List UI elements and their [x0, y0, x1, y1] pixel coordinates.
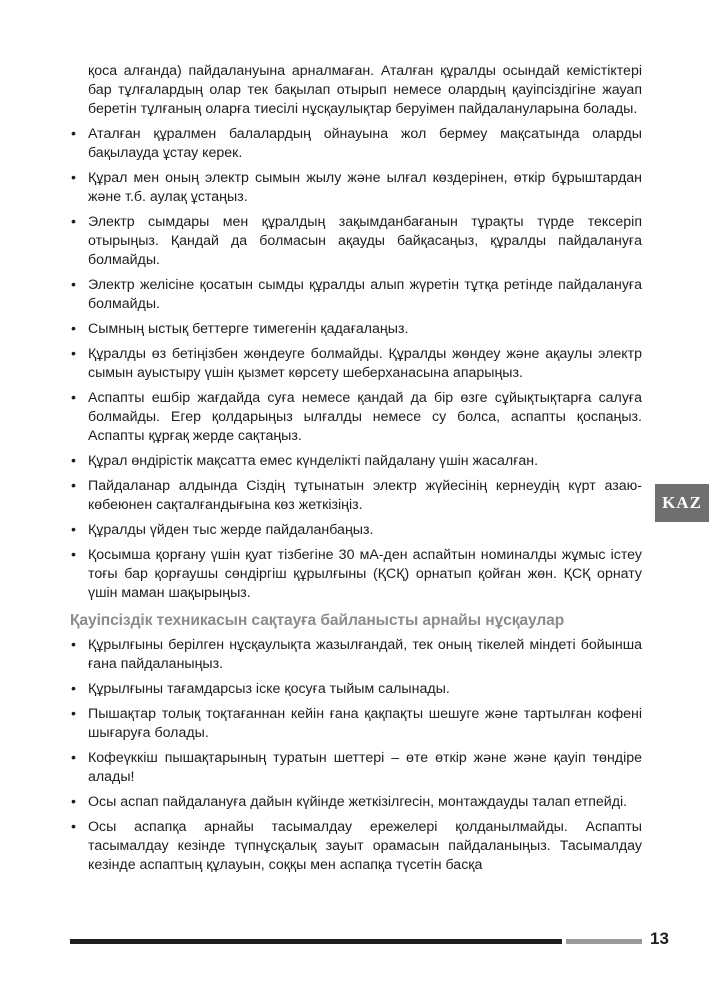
list-item: • Құралды өз бетіңізбен жөндеуге болмайды. Құралды жөндеу және ақаулы электр сымын ауыстыру үшін қызмет көрсету шеберханасына апарыңыз.: [70, 345, 642, 383]
special-instructions-list: [70, 636, 642, 875]
list-item: • Осы аспапқа арнайы тасымалдау ережелері қолданылмайды. Аспапты тасымалдау кезінде түпнұсқалық зауыт орамасын пайдаланыңыз. Тасымалдау кезінде аспаптың құлауын, соққы мен аспапқа түсетін басқа: [70, 818, 642, 875]
footer-bar-gray: [566, 939, 642, 944]
list-item: • Сымның ыстық беттерге тимегенін қадағалаңыз.: [70, 320, 642, 339]
footer-bar-dark: [70, 939, 562, 944]
list-item: • Құрал мен оның электр сымын жылу және ылғал көздерінен, өткір бұрыштардан және т.б. аулақ ұстаңыз.: [70, 169, 642, 207]
list-item: • Аспапты ешбір жағдайда суға немесе қандай да бір өзге сұйықтықтарға салуға болмайды. Егер қолдарыңыз ылғалды немесе су болса, аспапты қоспаңыз. Аспапты құрғақ жерде сақтаңыз.: [70, 389, 642, 446]
language-tab: KAZ: [655, 484, 709, 522]
list-item: • Құрылғыны берілген нұсқаулықта жазылғандай, тек оның тікелей міндеті бойынша ғана пайдаланыңыз.: [70, 636, 642, 674]
list-item: • Электр сымдары мен құралдың зақымданбағанын тұрақты түрде тексеріп отырыңыз. Қандай да болмасын ақауды байқасаңыз, құралды пайдалануға болмайды.: [70, 213, 642, 270]
list-item: • Қосымша қорғану үшін қуат тізбегіне 30 мА-ден аспайтын номиналды жұмыс істеу тоғы бар қорғаушы сөндіргіш құрылғыны (ҚСҚ) орнатып қойған жөн. ҚСҚ орнату үшін маман шақырыңыз.: [70, 546, 642, 603]
intro-paragraph: қоса алғанда) пайдалануына арналмаған. Аталған құралды осындай кемістіктері бар тұлғалардың олар тек бақылап отырып немесе олардың қауіпсіздігіне жауап беретін тұлғаның оларға тиесілі нұсқаулықтар беруімен пайдалануларына болады.: [88, 63, 642, 117]
list-item: • Құралды үйден тыс жерде пайдаланбаңыз.: [70, 521, 642, 540]
list-item: • Осы аспап пайдалануға дайын күйінде жеткізілгесін, монтаждауды талап етпейді.: [70, 793, 642, 812]
list-item: • Электр желісіне қосатын сымды құралды алып жүретін тұтқа ретінде пайдалануға болмайды.: [70, 276, 642, 314]
list-item: • Пайдаланар алдында Сіздің тұтынатын электр жүйесінің кернеудің күрт азаю-көбеюнен сақталғандығына көз жеткізіңіз.: [70, 477, 642, 515]
page-number: 13: [650, 929, 669, 948]
safety-list: [70, 125, 642, 603]
list-item: • Аталған құралмен балалардың ойнауына жол бермеу мақсатында оларды бақылауда ұстау керек.: [70, 125, 642, 163]
page-content: [70, 62, 642, 881]
section-heading: Қауіпсіздік техникасын сақтауға байланысты арнайы нұсқаулар: [70, 612, 565, 629]
list-item: • Пышақтар толық тоқтағаннан кейін ғана қақпақты шешуге және тартылған кофені шығаруға болады.: [70, 705, 642, 743]
list-item: • Құрал өндірістік мақсатта емес күнделікті пайдалану үшін жасалған.: [70, 452, 642, 471]
list-item: • Құрылғыны тағамдарсыз іске қосуға тыйым салынады.: [70, 680, 642, 699]
list-item: • Кофеүккіш пышақтарының туратын шеттері – өте өткір және және қауіп төндіре алады!: [70, 749, 642, 787]
